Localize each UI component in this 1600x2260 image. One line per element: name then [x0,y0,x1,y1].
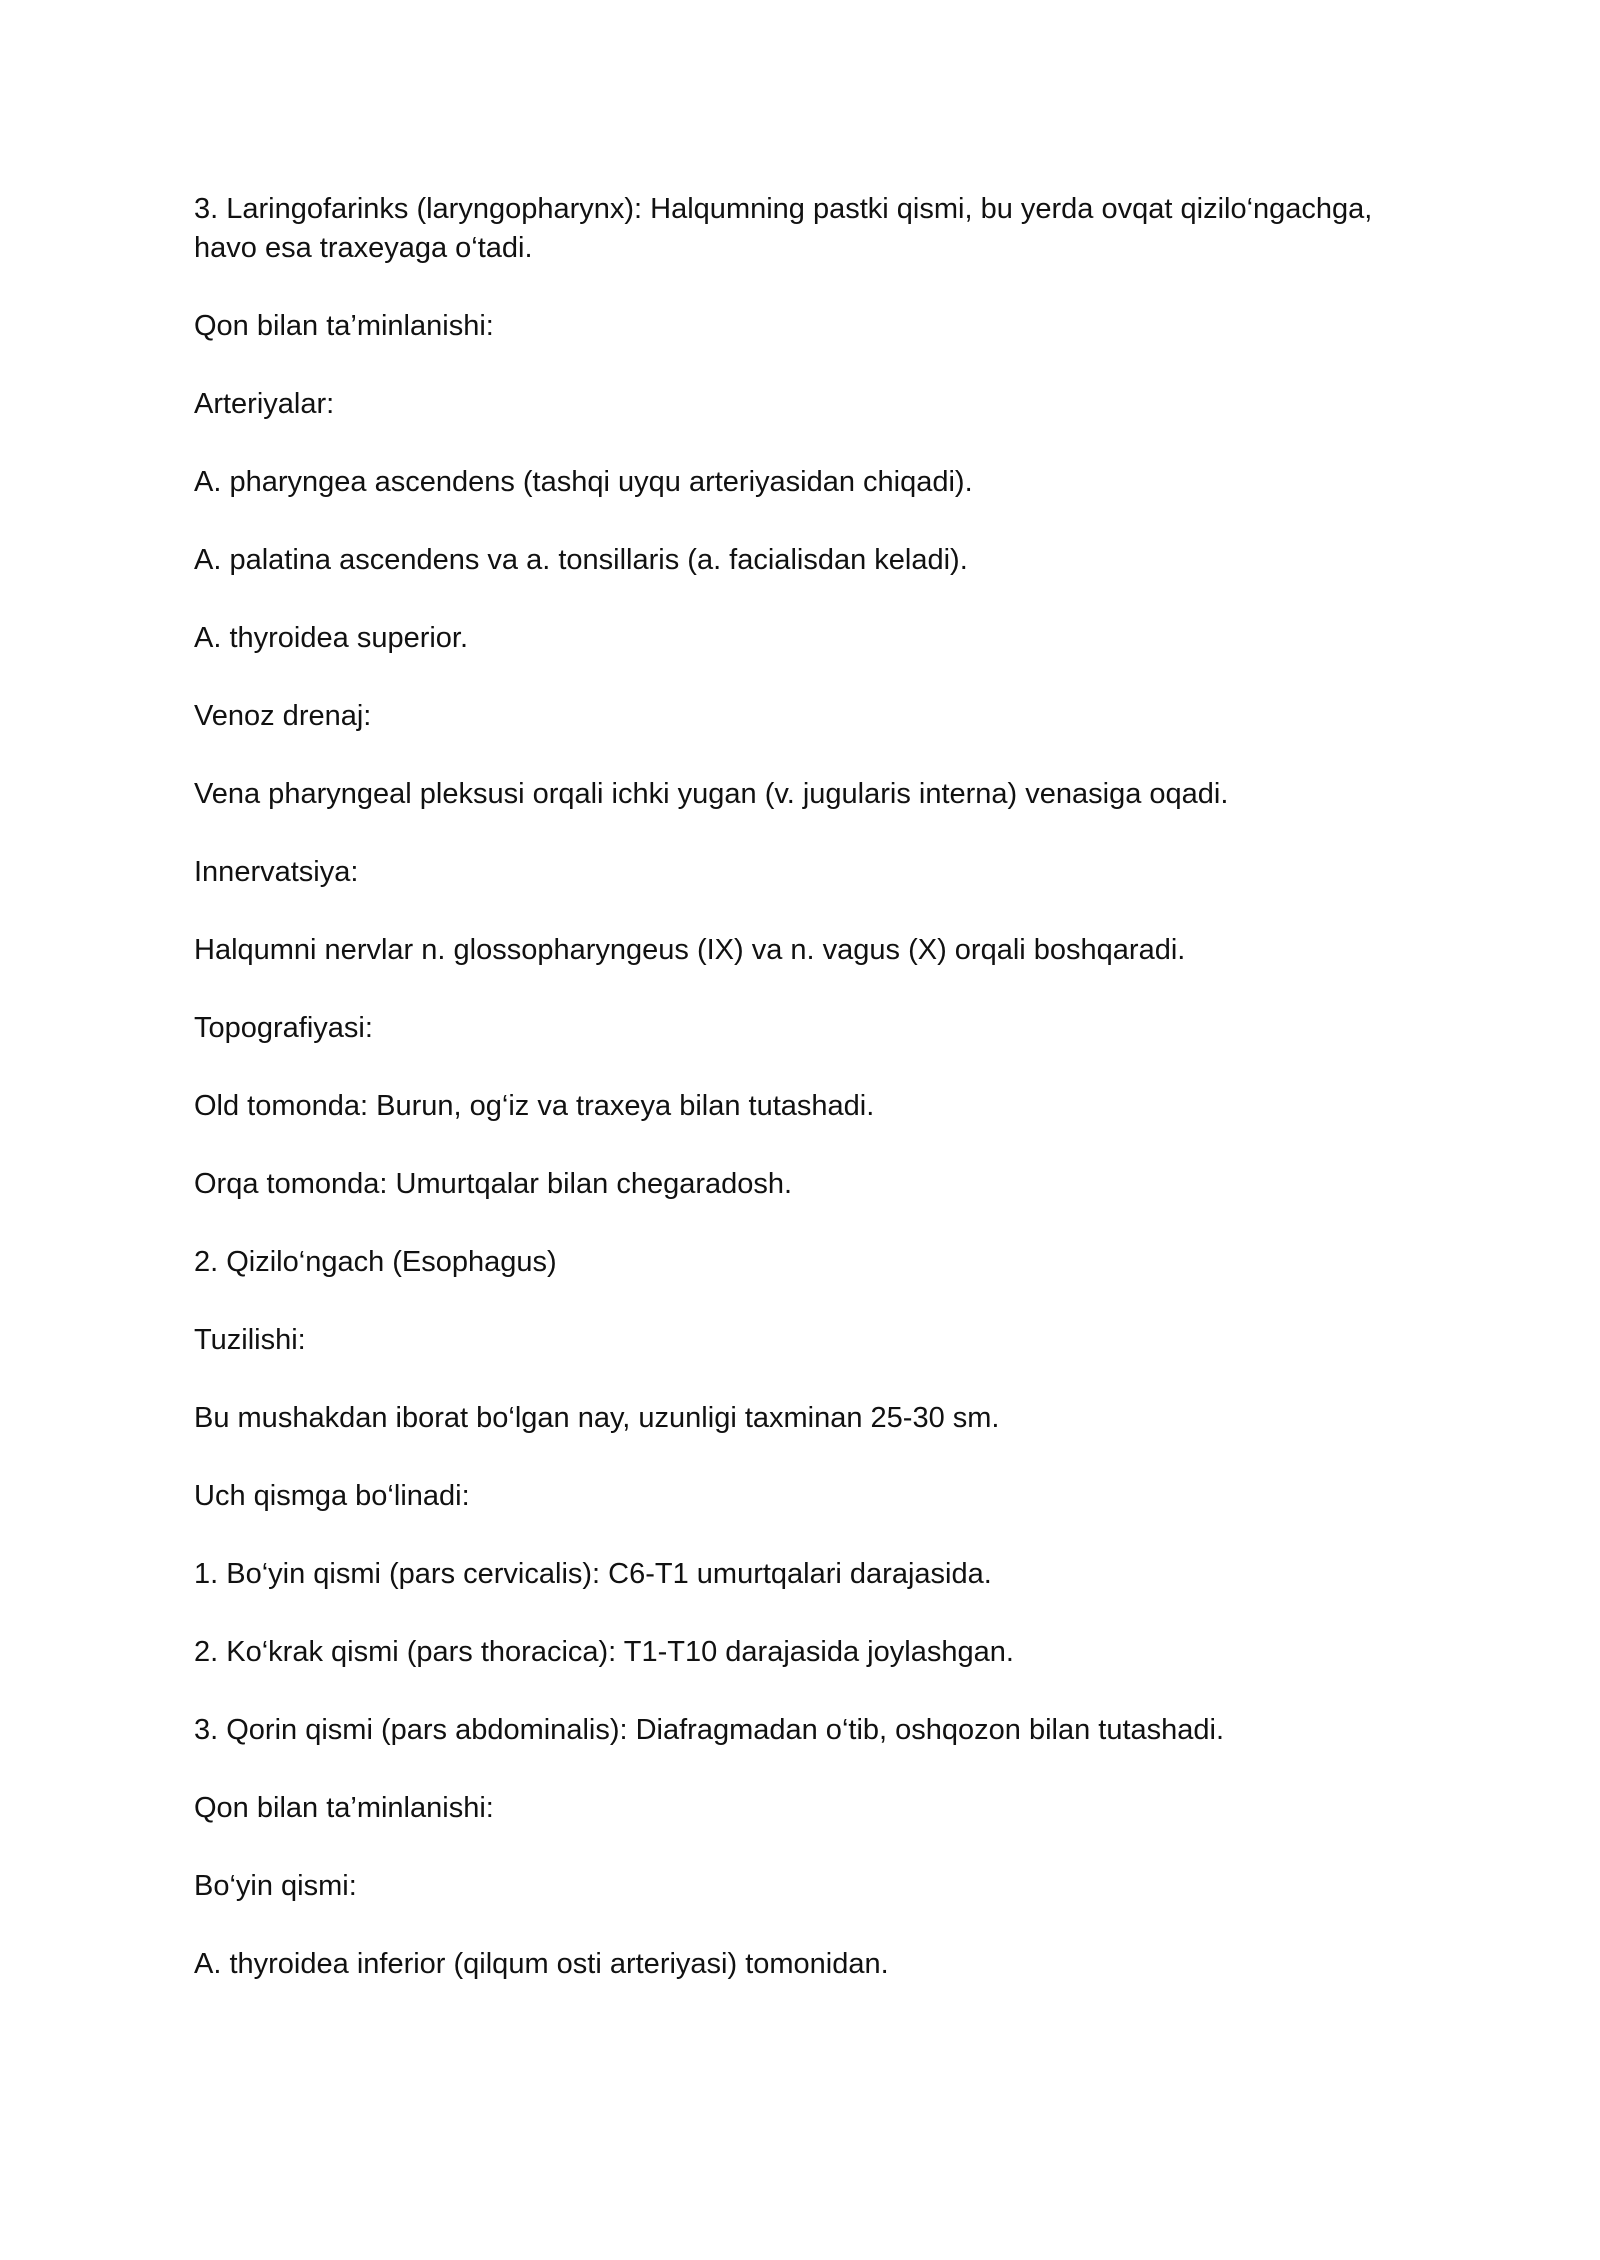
paragraph-structure: Bu mushakdan iborat bo‘lgan nay, uzunligi taxminan 25-30 sm. [194,1402,1000,1434]
heading-blood-supply-esophagus: Qon bilan ta’minlanishi: [194,1792,494,1824]
heading-three-parts: Uch qismga bo‘linadi: [194,1480,470,1512]
paragraph-laryngopharynx: 3. Laringofarinks (laryngopharynx): Halqumning pastki qismi, bu yerda ovqat qizilo‘ngachga, havo esa traxeyaga o‘tadi. [194,193,1373,264]
heading-topography: Topografiyasi: [194,1012,373,1044]
heading-cervical-part: Bo‘yin qismi: [194,1870,357,1902]
paragraph-innervation: Halqumni nervlar n. glossopharyngeus (IX) va n. vagus (X) orqali boshqaradi. [194,934,1186,966]
paragraph-back-side: Orqa tomonda: Umurtqalar bilan chegaradosh. [194,1168,793,1200]
paragraph-artery-palatina: A. palatina ascendens va a. tonsillaris (a. facialisdan keladi). [194,544,968,576]
heading-innervation: Innervatsiya: [194,856,359,888]
heading-esophagus: 2. Qizilo‘ngach (Esophagus) [194,1246,557,1278]
list-item-cervical: 1. Bo‘yin qismi (pars cervicalis): C6-T1 umurtqalari darajasida. [194,1558,992,1590]
paragraph-front-side: Old tomonda: Burun, og‘iz va traxeya bilan tutashadi. [194,1090,875,1122]
paragraph-artery-thyroidea-superior: A. thyroidea superior. [194,622,469,654]
paragraph-artery-pharyngea: A. pharyngea ascendens (tashqi uyqu arteriyasidan chiqadi). [194,466,973,498]
paragraph-thyroidea-inferior: A. thyroidea inferior (qilqum osti arteriyasi) tomonidan. [194,1948,889,1980]
paragraph-venous-drainage: Vena pharyngeal pleksusi orqali ichki yugan (v. jugularis interna) venasiga oqadi. [194,778,1229,810]
heading-blood-supply: Qon bilan ta’minlanishi: [194,310,494,342]
heading-venous-drainage: Venoz drenaj: [194,700,372,732]
heading-arteries: Arteriyalar: [194,388,335,420]
heading-structure: Tuzilishi: [194,1324,306,1356]
list-item-abdominal: 3. Qorin qismi (pars abdominalis): Diafragmadan o‘tib, oshqozon bilan tutashadi. [194,1714,1225,1746]
list-item-thoracic: 2. Ko‘krak qismi (pars thoracica): T1-T10 darajasida joylashgan. [194,1636,1014,1668]
document-body [194,190,1434,2023]
